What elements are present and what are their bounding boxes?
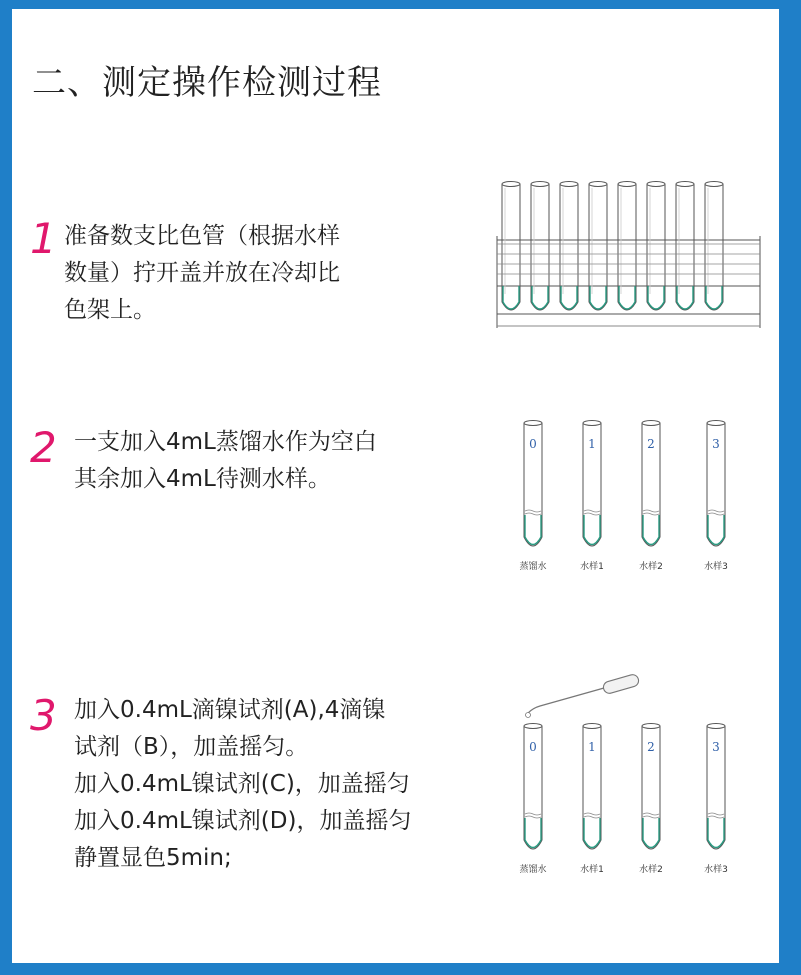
section-title: 二、测定操作检测过程 — [32, 63, 382, 103]
rack-tube — [618, 182, 636, 311]
step-3-line: 加入0.4mL镍试剂(D)，加盖摇匀 — [74, 808, 412, 834]
test-tube-0 — [524, 421, 542, 547]
test-tube-1 — [583, 421, 601, 547]
rack-tube — [589, 182, 607, 311]
step-2-line: 其余加入4mL待测水样。 — [74, 466, 331, 492]
tube-number-label: 3 — [712, 437, 720, 451]
step-3-text — [74, 692, 411, 877]
test-tube-3 — [707, 421, 725, 547]
step-3-line: 加入0.4mL滴镍试剂(A),4滴镍 — [74, 697, 386, 723]
tube-caption: 水样3 — [704, 562, 728, 572]
tube-caption: 蒸馏水 — [519, 865, 547, 875]
test-tube-0 — [524, 724, 542, 850]
tube-number-label: 2 — [647, 437, 655, 451]
rack-tube — [705, 182, 723, 311]
tube-number-label: 0 — [529, 740, 537, 754]
step-2-number: 2 — [30, 423, 57, 472]
step-3-line: 加入0.4mL镍试剂(C)，加盖摇匀 — [74, 771, 410, 797]
tube-caption: 水样1 — [580, 562, 604, 572]
step-3-line: 静置显色5min; — [74, 845, 232, 871]
step-3-line: 试剂（B），加盖摇匀。 — [74, 734, 309, 760]
tube-caption: 水样1 — [580, 865, 604, 875]
tube-number-label: 1 — [588, 740, 596, 754]
step-1-line: 色架上。 — [64, 297, 156, 323]
tube-caption: 水样3 — [704, 865, 728, 875]
tube-caption: 蒸馏水 — [519, 562, 547, 572]
step-2-text — [74, 424, 377, 498]
tubes-figure-1 — [500, 415, 750, 580]
test-tube-3 — [707, 724, 725, 850]
tube-number-label: 0 — [529, 437, 537, 451]
step-1-number: 1 — [30, 214, 57, 263]
tube-number-label: 1 — [588, 437, 596, 451]
rack-tube — [647, 182, 665, 311]
step-1-line: 数量）拧开盖并放在冷却比 — [64, 260, 340, 286]
rack-tube — [531, 182, 549, 311]
step-2-line: 一支加入4mL蒸馏水作为空白 — [74, 429, 377, 455]
tubes-figure-2 — [500, 668, 750, 878]
test-tube-2 — [642, 724, 660, 850]
step-3-number: 3 — [30, 691, 57, 740]
tube-caption: 水样2 — [639, 865, 663, 875]
tube-rack-figure — [494, 178, 764, 330]
rack-tube — [502, 182, 520, 311]
rack-tube — [676, 182, 694, 311]
test-tube-2 — [642, 421, 660, 547]
test-tube-1 — [583, 724, 601, 850]
step-1-line: 准备数支比色管（根据水样 — [64, 223, 340, 249]
tube-number-label: 2 — [647, 740, 655, 754]
step-1-text — [64, 218, 340, 329]
rack-tube — [560, 182, 578, 311]
pipette-icon — [526, 673, 640, 717]
tube-number-label: 3 — [712, 740, 720, 754]
tube-caption: 水样2 — [639, 562, 663, 572]
